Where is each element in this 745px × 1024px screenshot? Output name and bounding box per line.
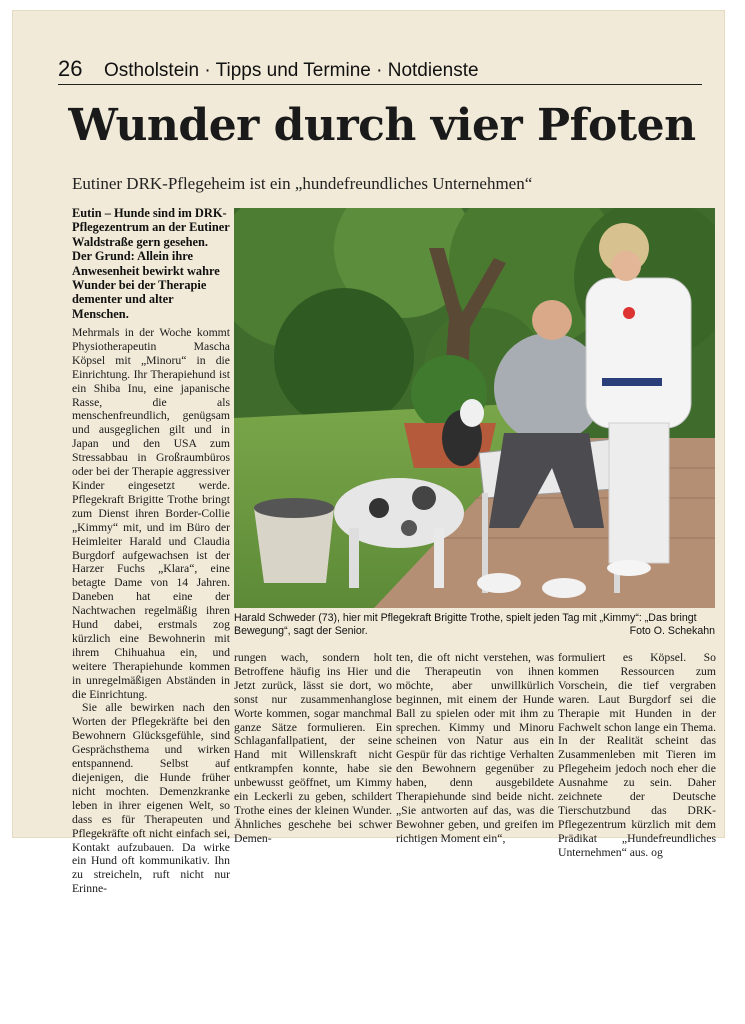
article-column-4	[558, 651, 716, 860]
column-2-text: rungen wach, sondern holt Betroffene häufig ins Hier und Jetzt zurück, lässt sie dort, wo sonst nur zusammenhanglose Worte kommen, sogar manchmal ganze Sätze formulieren. Ein Schlaganfallpatient, der seine Hand mit Willenskraft nicht entkrampfen konnte, habe sie unbewusst geöffnet, um Kimmy ein Leckerli zu geben, schildert Trothe eines der kleinen Wunder. Ähnliches geschehe bei schwer Demen-	[234, 651, 392, 845]
photo-caption	[234, 612, 715, 638]
column-1-paragraph-1: Mehrmals in der Woche kommt Physiotherapeutin Mascha Köpsel mit „Minoru“ in die Einrichtung. Ihr Therapiehund ist ein Shiba Inu, eine japanische Rasse, die als menschenfreundlich, genügsam und ausgeglichen gilt und in Japan und den USA zum Stressabbau in Großraumbüros oder bei der Therapie aggressiver Kinder eingesetzt werde. Pflegekraft Brigitte Trothe bringt zum Dienst ihren Border-Collie „Kimmy“ mit, und im Büro der Heimleiter Harald und Claudia Burgdorf aufgewachsen ist der Harzer Fuchs „Klara“, eine betagte Dame von 14 Jahren. Daneben hat eine der Nachtwachen regelmäßig ihren Hund dabei, erstmals zog kürzlich eine Bewohnerin mit ihrem Chihuahua ein, und weitere Therapiehunde kommen in unregelmäßigen Abständen in die Einrichtung.	[72, 326, 230, 701]
column-3-text: ten, die oft nicht verstehen, was die Therapeutin von ihnen möchte, aber unwillkürlich beginnen, mit einem der Hunde Ball zu spielen oder mit ihm zu sprechen. Kimmy und Minoru scheinen von Natur aus ein Gespür für das richtige Verhalten den Bewohnern gegenüber zu haben, denn ausgebildete Therapiehunde sind beide nicht. „Sie antworten auf das, was die Bewohner geben, und greifen im richtigen Moment ein“,	[396, 651, 554, 845]
section-title: Ostholstein · Tipps und Termine · Notdienste	[104, 60, 479, 81]
page-header	[58, 50, 702, 85]
column-1-paragraph-2: Sie alle bewirken nach den Worten der Pflegekräfte bei den Bewohnern Glücksgefühle, sind Gesprächsthema und wirken entspannend. Selbst auf diejenigen, die Hunde früher nicht mochten. Demenzkranke leben in ihrer eigenen Welt, so dass es für Therapeuten und Pflegekräfte oft nicht einfach sei, Kontakt aufzubauen. Da wirke ein Hund oft kommunikativ. Ihn zu streicheln, ruft nicht nur Erinne-	[72, 701, 230, 896]
caption-text: Harald Schweder (73), hier mit Pflegekraft Brigitte Trothe, spielt jeden Tag mit „Kimmy“: „Das bringt Bewegung“, sagt der Senior.	[234, 612, 697, 637]
article-headline: Wunder durch vier Pfoten	[68, 100, 696, 151]
page-number: 26	[58, 56, 83, 81]
article-photo	[234, 208, 715, 608]
article-column-2	[234, 651, 392, 846]
article-column-3	[396, 651, 554, 846]
column-4-text: formuliert es Köpsel. So kommen Ressourcen zum Vorschein, die tief vergraben waren. Laut Burgdorf sei die Therapie mit Hunden in der Fachwelt schon lange ein Thema. In der Realität scheint das Zusammenleben mit Tieren im Pflegeheim jedoch noch eher die Ausnahme zu sein. Daher zeichnete der Deutsche Tierschutzbund das DRK-Pflegezentrum kürzlich mit dem Prädikat „Hundefreundliches Unternehmen“ aus. og	[558, 651, 716, 859]
article-subheadline: Eutiner DRK-Pflegeheim ist ein „hundefreundliches Unternehmen“	[72, 174, 533, 193]
photo-credit: Foto O. Schekahn	[629, 625, 715, 637]
article-intro: Eutin – Hunde sind im DRK-Pflegezentrum an der Eutiner Waldstraße gern gesehen. Der Grund: Allein ihre Anwesenheit bewirkt wahre Wunder bei der Therapie dementer und alter Menschen.	[72, 206, 230, 321]
article-column-1	[72, 326, 230, 896]
